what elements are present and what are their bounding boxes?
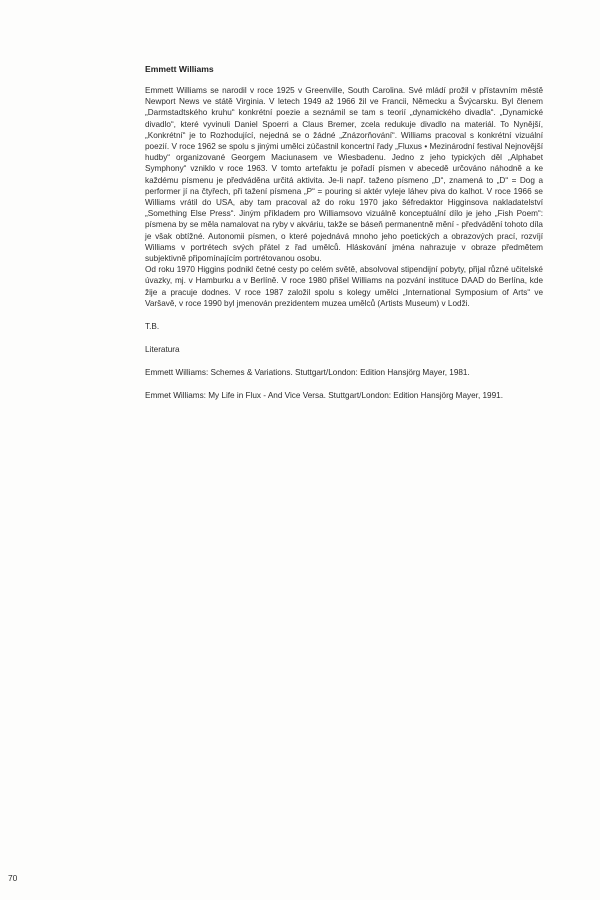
body-paragraph: Od roku 1970 Higgins podnikl četné cesty po celém světě, absolvoval stipendijní pobyty, přijal různé učitelské úvazky, mj. v Hamburku a v Berlíně. V roce 1980 přišel Williams na pozvání instituce DAAD do Berlína, kde žije a pracuje dodnes. V roce 1987 založil spolu s kolegy umělci „International Symposium of Arts“ ve Varšavě, v roce 1990 byl jmenován prezidentem muzea umělců (Artists Museum) v Lodži.: [145, 265, 543, 308]
article: [145, 64, 543, 401]
article-body: [145, 85, 543, 309]
literature-heading: Literatura: [145, 345, 180, 355]
literature-item: Emmett Williams: Schemes & Variations. Stuttgart/London: Edition Hansjörg Mayer, 1981.: [145, 368, 470, 378]
article-heading: Emmett Williams: [145, 64, 214, 74]
page-number: 70: [8, 873, 18, 883]
literature-item: Emmet Williams: My Life in Flux - And Vice Versa. Stuttgart/London: Edition Hansjörg Mayer, 1991.: [145, 391, 503, 401]
author-initials: T.B.: [145, 322, 160, 332]
body-paragraph: Emmett Williams se narodil v roce 1925 v Greenville, South Carolina. Své mládí prožil v přístavním městě Newport News ve státě Virginia. V letech 1949 až 1966 žil ve Francii, Německu a Švýcarsku. Byl členem „Darmstadtského kruhu“ konkrétní poezie a seznámil se tam s teorií „dynamického divadla“. „Dynamické divadlo“, které vyvinuli Daniel Spoerri a Claus Bremer, zcela redukuje divadlo na materiál. To Nynější, „Konkrétní“ je to Rozhodující, nejedná se o žádné „Znázorňování“. Williams pracoval s konkrétní vizuální poezií. V roce 1962 se spolu s jinými umělci zúčastnil koncertní řady „Fluxus • Mezinárodní festival Nejnovější hudby“ organizované Georgem Maciunasem ve Wiesbadenu. Jedno z jeho typických děl „Alphabet Symphony“ vzniklo v roce 1963. V tomto artefaktu je pořadí písmen v abecedě určováno náhodně a ke každému písmenu je předváděna určitá aktivita. Je-li např. taženo písmeno „D“, znamená to „D“ = Dog a performer jí na čtyřech, při tažení písmena „P“ = pouring si aktér vyleje láhev piva do kalhot. V roce 1966 se Williams vrátil do USA, aby tam pracoval až do roku 1970 jako šéfredaktor Higginsova nakladatelství „Something Else Press“. Jiným příkladem pro Williamsovo vizuálně konceptuální dílo je jeho „Fish Poem“: písmena by se měla namalovat na ryby v akváriu, takže se báseň permanentně mění - předvádění tohoto díla je však obtížné. Autonomii písmen, o které pojednává mnoho jeho poetických a obrazových prací, rozvíjí Williams v portrétech svých přátel z řad umělců. Hláskování jména nahrazuje v obraze předmětem subjektivně připomínajícím portrétovanou osobu.: [145, 86, 543, 264]
